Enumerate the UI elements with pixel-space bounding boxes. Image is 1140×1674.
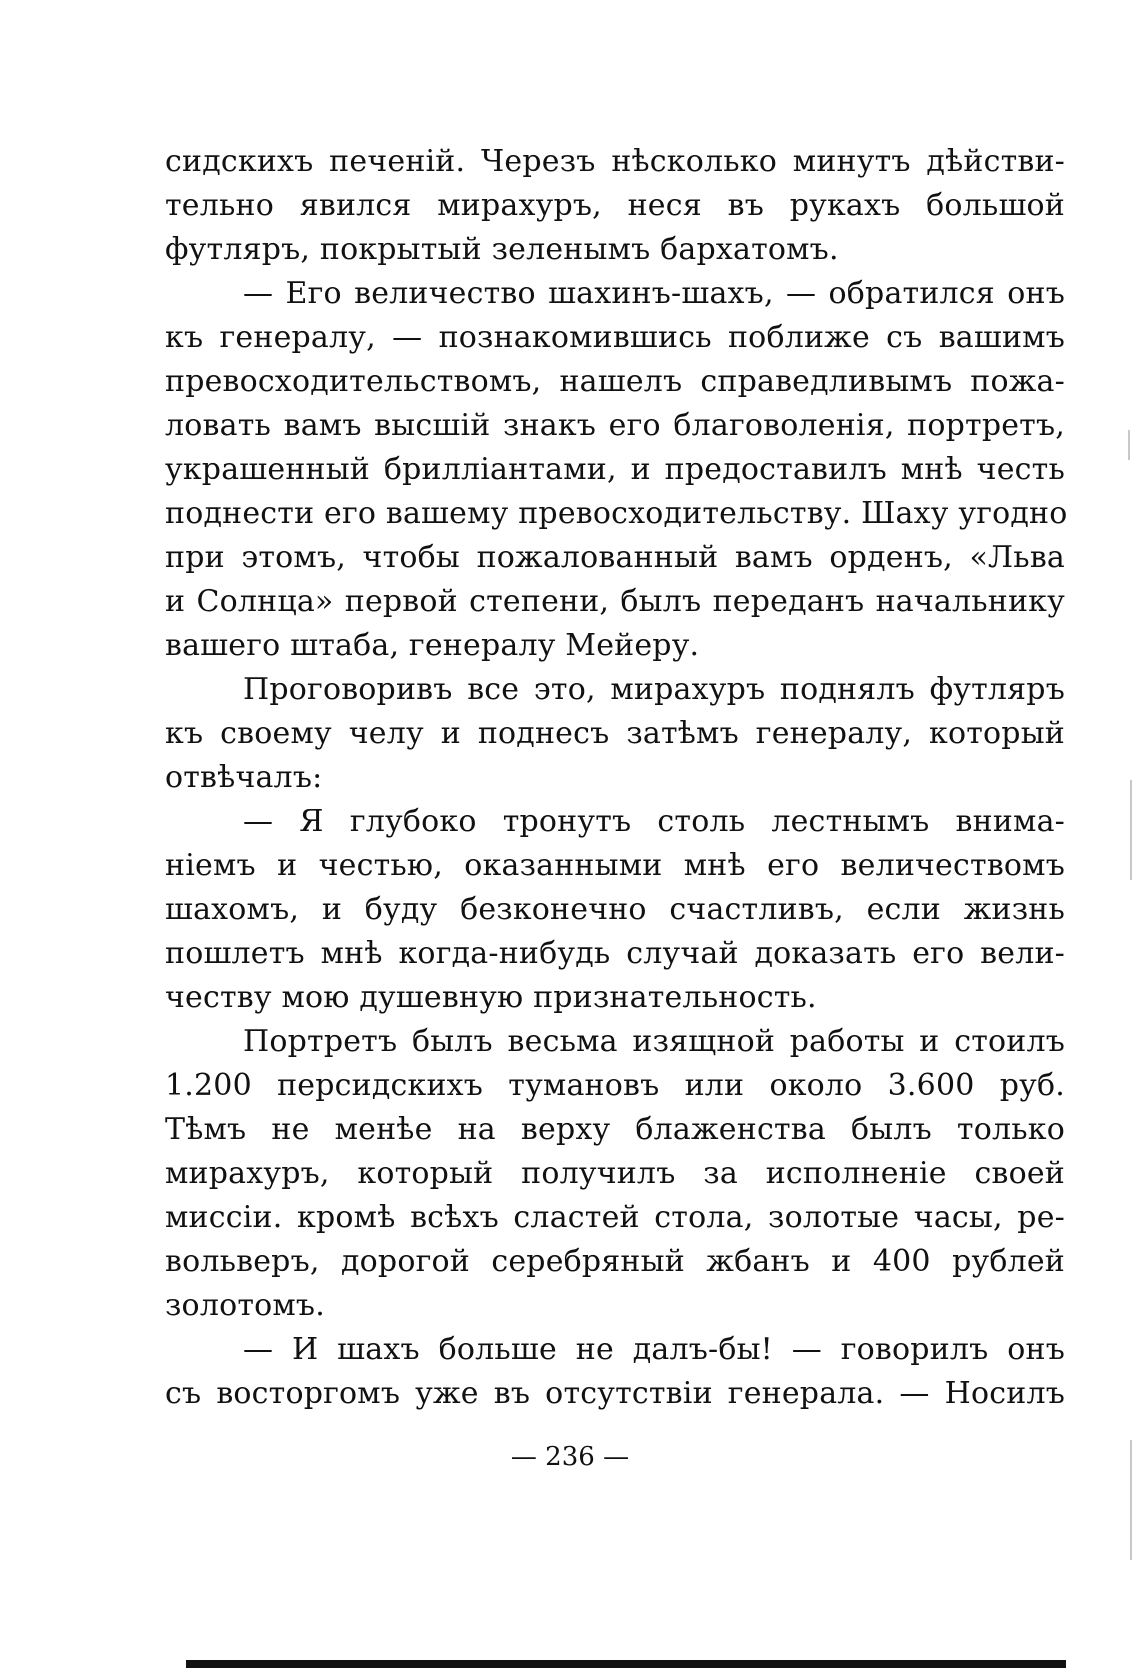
text-line: — Я глубоко тронутъ столь лестнымъ внима- xyxy=(243,804,1065,839)
text-line: пошлетъ мнѣ когда-нибудь случай доказать его вели- xyxy=(165,936,1065,971)
scan-margin-mark xyxy=(1128,430,1130,460)
text-line: мирахуръ, который получилъ за исполненіе своей xyxy=(165,1156,1065,1191)
text-line: къ генералу, — познакомившись поближе съ вашимъ xyxy=(165,320,1065,355)
text-line: вольверъ, дорогой серебряный жбанъ и 400 рублей xyxy=(165,1244,1065,1279)
text-line: футляръ, покрытый зеленымъ бархатомъ. xyxy=(165,232,839,267)
text-line: ніемъ и честью, оказанными мнѣ его величествомъ xyxy=(165,848,1065,883)
text-line: — И шахъ больше не далъ-бы! — говорилъ онъ xyxy=(243,1332,1065,1367)
text-line: вашего штаба, генералу Мейеру. xyxy=(165,628,700,663)
text-line: Проговоривъ все это, мирахуръ поднялъ футляръ xyxy=(243,672,1065,707)
text-line: съ восторгомъ уже въ отсутствіи генерала. — Носилъ xyxy=(165,1376,1065,1411)
text-line: 1.200 персидскихъ тумановъ или около 3.600 руб. xyxy=(165,1068,1065,1103)
scan-margin-mark xyxy=(1130,780,1132,880)
text-line: Тѣмъ не менѣе на верху блаженства былъ только xyxy=(165,1112,1065,1147)
text-line: при этомъ, чтобы пожалованный вамъ орденъ, «Льва xyxy=(165,540,1065,575)
text-line: ловать вамъ высшій знакъ его благоволенія, портретъ, xyxy=(165,408,1065,443)
scan-margin-mark xyxy=(1130,1440,1132,1560)
scan-bottom-edge xyxy=(186,1660,1066,1668)
text-line: шахомъ, и буду безконечно счастливъ, если жизнь xyxy=(165,892,1065,927)
text-line: къ своему челу и поднесъ затѣмъ генералу, который xyxy=(165,716,1065,751)
text-line: честву мою душевную признательность. xyxy=(165,980,817,1015)
text-line: превосходительствомъ, нашелъ справедливымъ пожа- xyxy=(165,364,1065,399)
text-line: золотомъ. xyxy=(165,1288,325,1323)
text-line: поднести его вашему превосходительству. Шаху угодно xyxy=(165,496,1068,531)
text-line: сидскихъ печеній. Черезъ нѣсколько минутъ дѣйстви- xyxy=(165,144,1065,179)
text-line: и Солнца» первой степени, былъ переданъ начальнику xyxy=(165,584,1065,619)
text-line: — Его величество шахинъ-шахъ, — обратился онъ xyxy=(243,276,1065,311)
page-number: — 236 — xyxy=(510,1442,630,1472)
text-line: миссіи. кромѣ всѣхъ сластей стола, золотые часы, ре- xyxy=(165,1200,1065,1235)
page-body xyxy=(165,140,1068,1416)
text-line: отвѣчалъ: xyxy=(165,760,323,795)
text-line: Портретъ былъ весьма изящной работы и стоилъ xyxy=(243,1024,1065,1059)
text-line: украшенный бриллiантами, и предоставилъ мнѣ честь xyxy=(165,452,1065,487)
text-line: тельно явился мирахуръ, неся въ рукахъ большой xyxy=(165,188,1065,223)
